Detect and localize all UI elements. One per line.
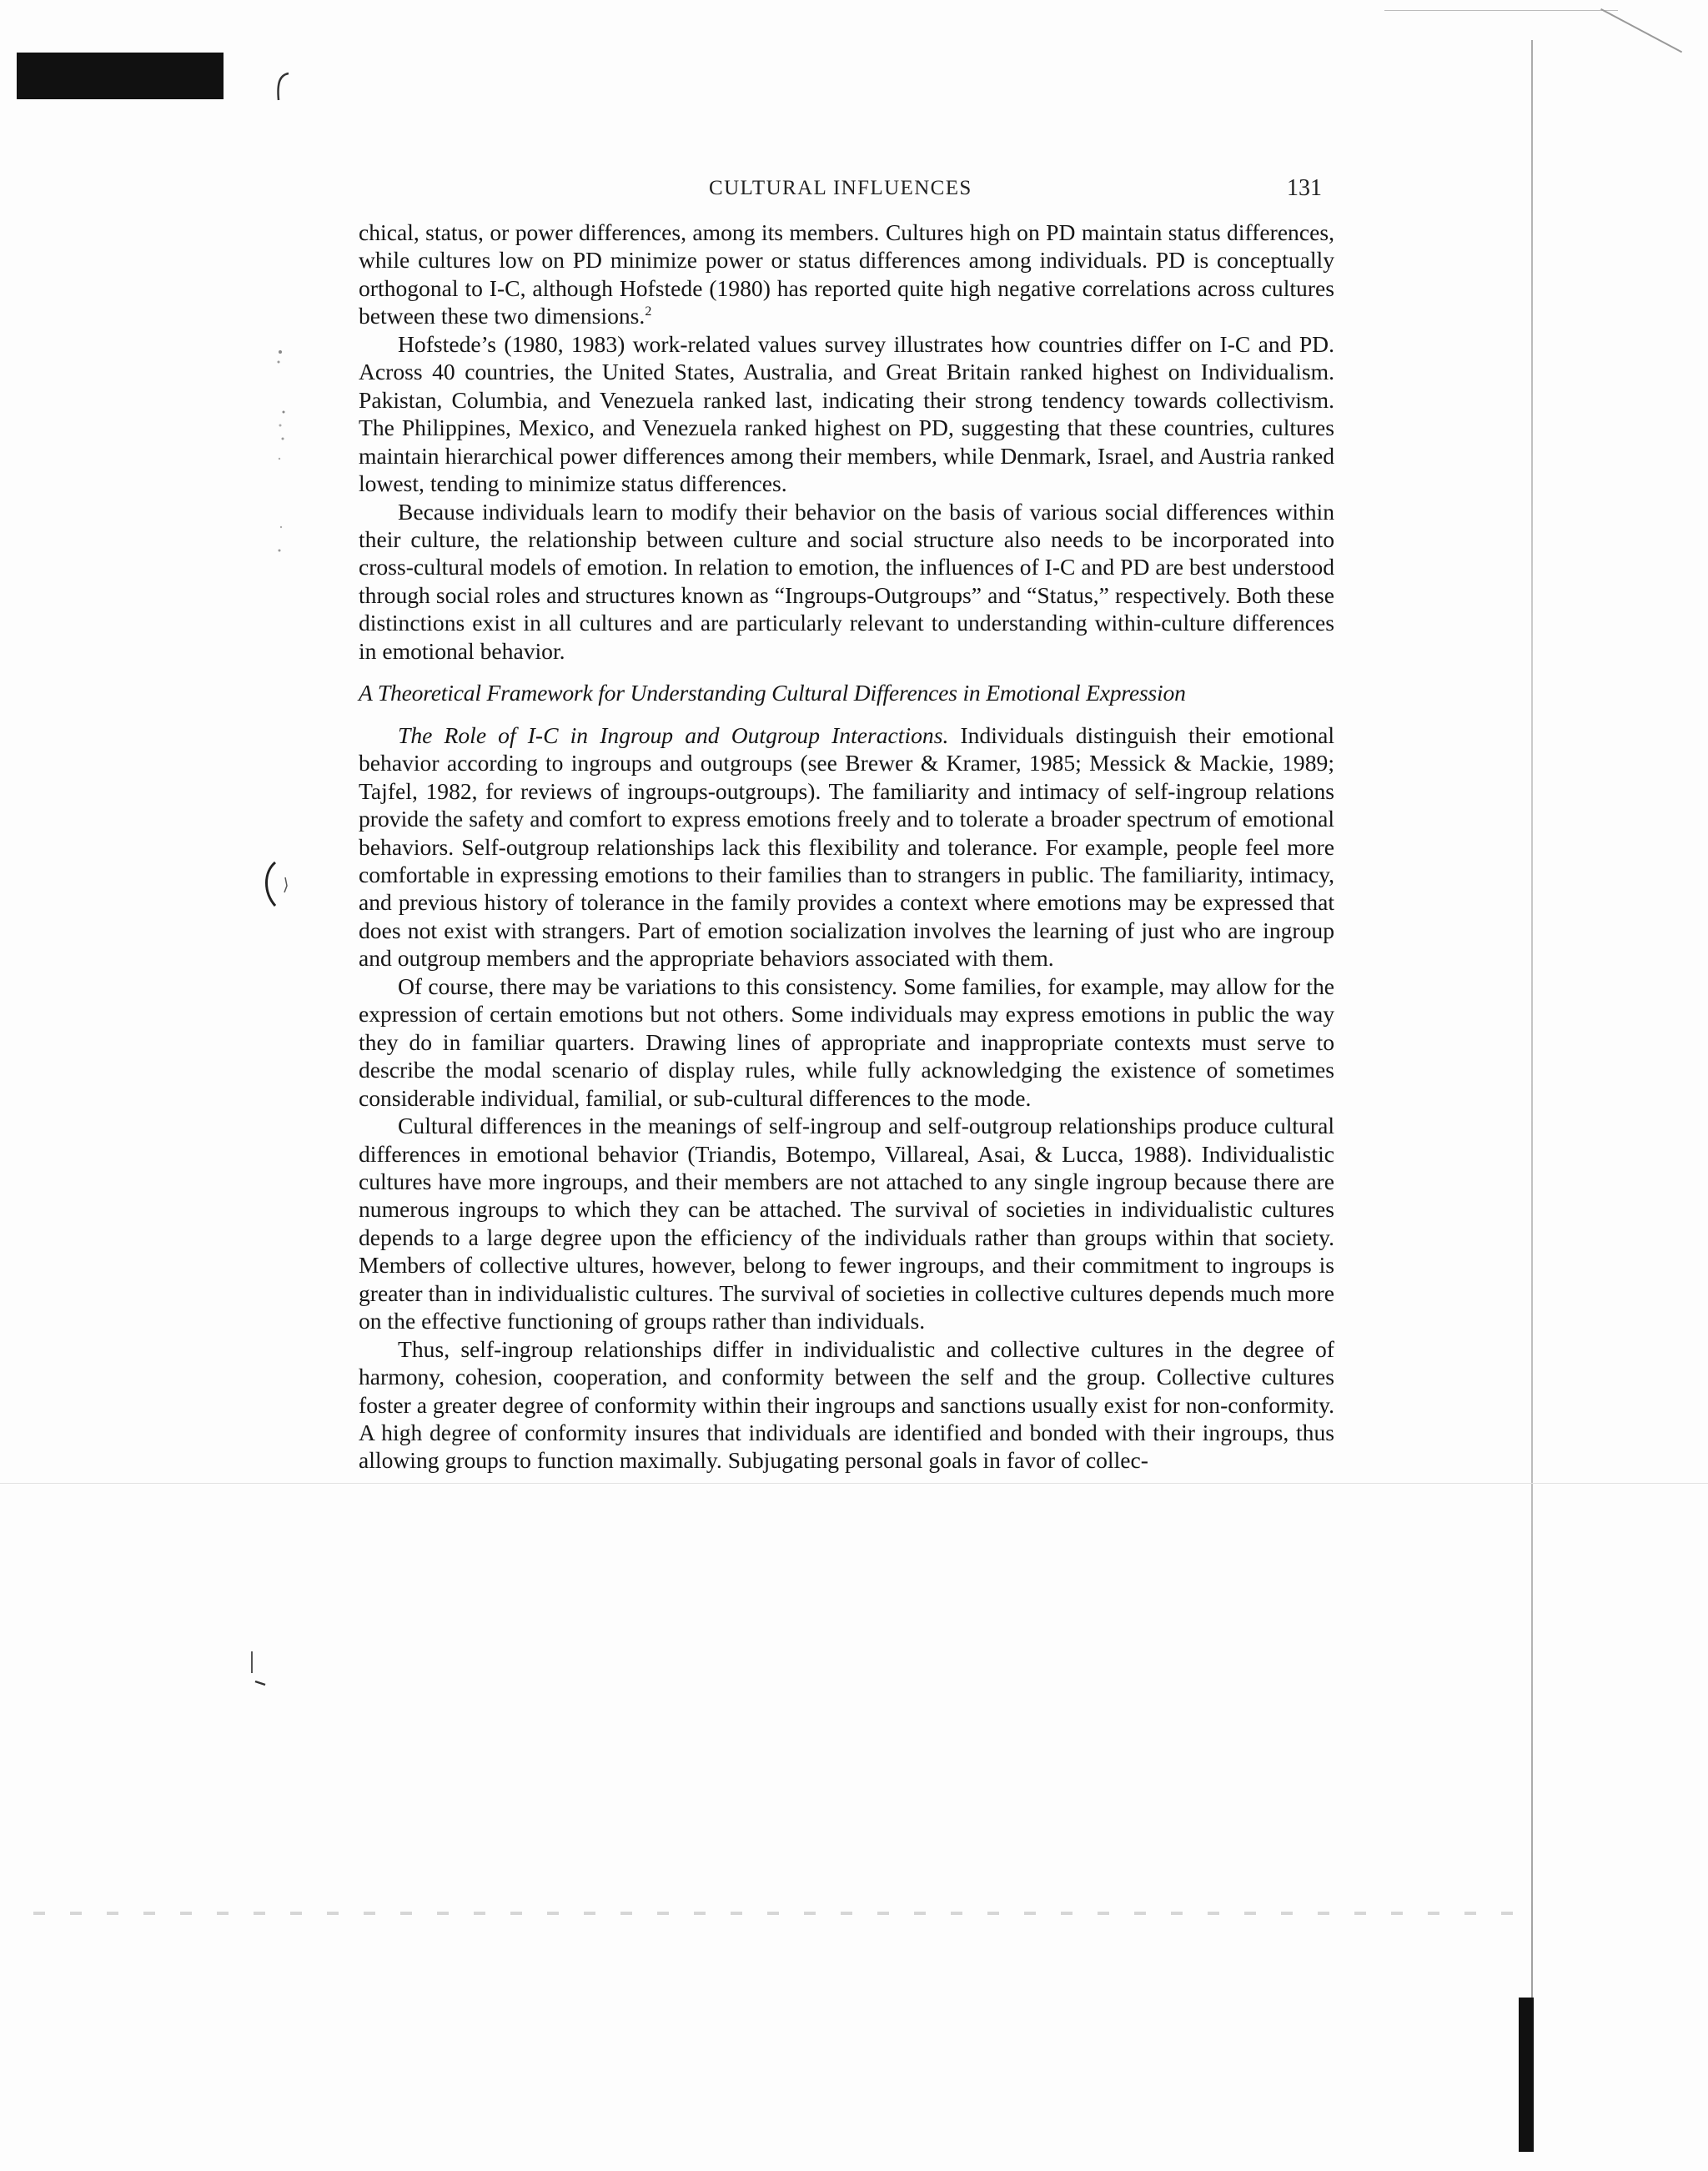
scan-dashes <box>33 1912 1518 1915</box>
running-head: CULTURAL INFLUENCES <box>709 177 972 199</box>
section-heading: A Theoretical Framework for Understanding Cultural Differences in Emotional Expression <box>359 680 1186 706</box>
page-number: 131 <box>1287 175 1322 201</box>
margin-bracket-icon <box>260 859 294 909</box>
footnote-marker: 2 <box>645 304 652 319</box>
margin-speckles-icon <box>275 309 292 592</box>
paragraph-continued <box>359 219 1334 330</box>
paragraph: Thus, self-ingroup relationships differ in individualistic and collective cultures in the degree of harmony, cohesion, cooperation, and conformity between the self and the group. Collective cultures foster a greater degree of conformity within their ingroups and sanctions usually exist for non-conformity. A high degree of conformity insures that individuals are identified and bonded with their ingroups, thus allowing groups to function maximally. Subjugating personal goals in favor of collec- <box>359 1335 1334 1474</box>
redaction-bar <box>17 53 224 99</box>
margin-tick-icon <box>247 1648 272 1698</box>
page-top-edge <box>1384 10 1618 11</box>
paragraph-text: chical, status, or power differences, among its members. Cultures high on PD maintain status differences, while cultures low on PD minimize power or status differences among individuals. PD is conceptually orthogonal to I-C, although Hofstede (1980) has reported quite high negative correlations across cultures between these two dimensions. <box>359 219 1334 329</box>
scan-line <box>0 1483 1708 1484</box>
corner-fold-mark <box>1600 8 1682 53</box>
body-text <box>359 219 1334 1475</box>
paragraph: Cultural differences in the meanings of self-ingroup and self-outgroup relationships produce cultural differences in emotional behavior (Triandis, Botempo, Villareal, Asai, & Lucca, 1988). Individualistic cultures have more ingroups, and their members are not attached to any single ingroup because there are numerous ingroups to which they can be attached. The survival of societies in individualistic cultures depends to a large degree upon the efficiency of the individuals rather than groups within that society. Members of collective ultures, however, belong to fewer ingroups, and their commitment to ingroups is greater than in individualistic cultures. The survival of societies in collective cultures depends much more on the effective functioning of groups rather than individuals. <box>359 1113 1334 1334</box>
paragraph-with-run-in-heading <box>359 721 1334 972</box>
paragraph: Because individuals learn to modify their behavior on the basis of various social differences within their culture, the relationship between culture and social structure also needs to be incorporated into cross-cultural models of emotion. In relation to emotion, the influences of I-C and PD are best understood through social roles and structures known as “Ingroups-Outgroups” and “Status,” respectively. Both these distinctions exist in all cultures and are particularly relevant to understanding within-culture differences in emotional behavior. <box>359 498 1334 664</box>
paragraph: Of course, there may be variations to this consistency. Some families, for example, may allow for the expression of certain emotions but not others. Some individuals may express emotions in public the way they do in familiar quarters. Drawing lines of appropriate and inappropriate contexts must serve to describe the modal scenario of display rules, while fully acknowledging the existence of sometimes considerable individual, familial, or sub-cultural differences to the mode. <box>359 972 1334 1111</box>
paragraph-text: Individuals distinguish their emotional behavior according to ingroups and outgroups (see Brewer & Kramer, 1985; Messick & Mackie, 1989; Tajfel, 1982, for reviews of ingroups-outgroups). The familiarity and intimacy of self-ingroup relations provide the safety and comfort to express emotions freely and to tolerate a broader spectrum of emotional behaviors. Self-outgroup relationships lack this flexibility and tolerance. For example, people feel more comfortable in expressing emotions to their families than to strangers in public. The familiarity, intimacy, and previous history of tolerance in the family provides a context where emotions may be expressed that does not exist with strangers. Part of emotion socialization involves the learning of just who are ingroup and outgroup members and the appropriate behaviors associated with them. <box>359 721 1334 972</box>
run-in-heading: The Role of I-C in Ingroup and Outgroup Interactions. <box>398 721 949 748</box>
paragraph: Hofstede’s (1980, 1983) work-related values survey illustrates how countries differ on I-C and PD. Across 40 countries, the United States, Australia, and Great Britain ranked highest on Individualism. Pakistan, Columbia, and Venezuela ranked last, indicating their strong tendency towards collectivism. The Philippines, Mexico, and Venezuela ranked highest on PD, suggesting that these countries, cultures maintain hierarchical power differences among their members, while Denmark, Israel, and Austria ranked lowest, tending to minimize status differences. <box>359 330 1334 497</box>
pencil-mark-icon <box>272 70 292 103</box>
right-edge-line <box>1531 40 1533 2117</box>
right-edge-shadow <box>1519 1998 1534 2152</box>
